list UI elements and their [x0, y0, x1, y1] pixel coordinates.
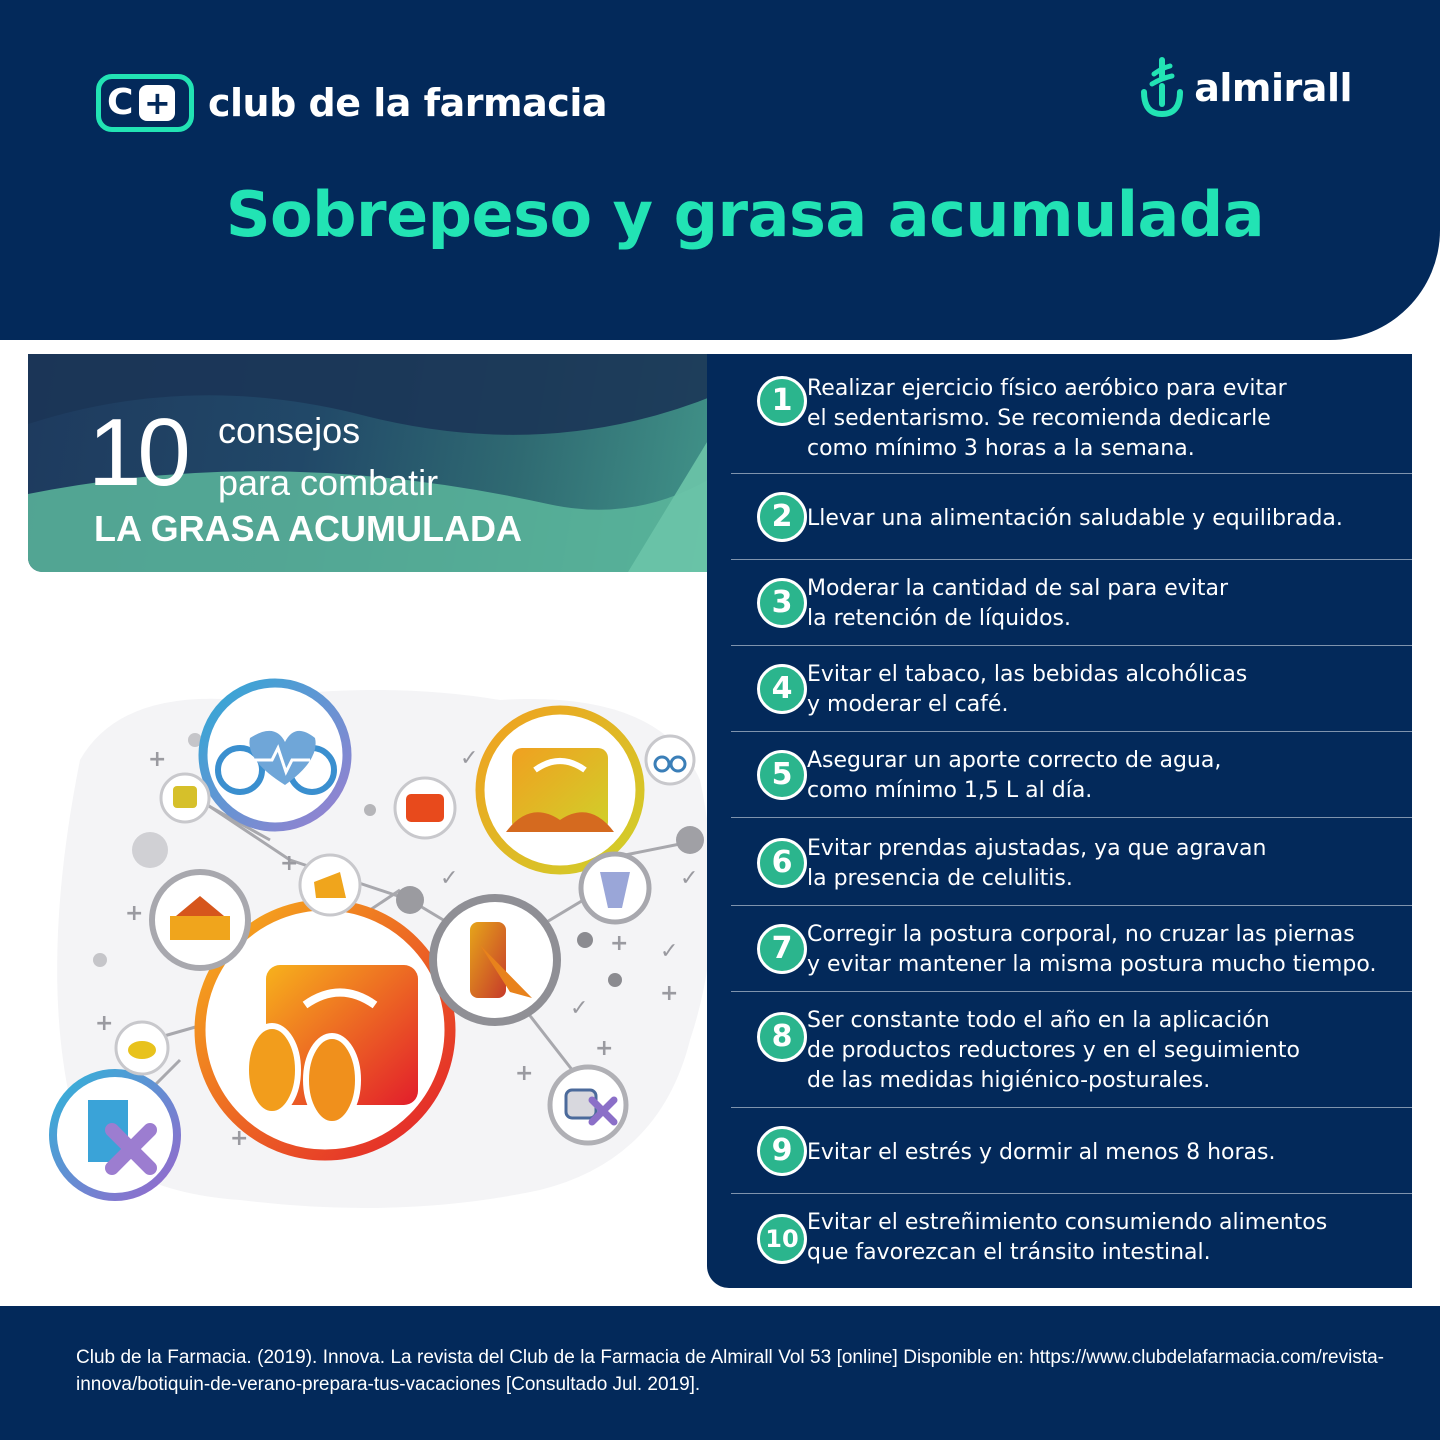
tip-line: Llevar una alimentación saludable y equilibrada. [807, 506, 1343, 531]
tip-item-5 [731, 732, 1412, 818]
svg-text:✓: ✓ [680, 866, 699, 891]
tip-text [807, 660, 1247, 720]
svg-text:+: + [660, 981, 679, 1006]
banner-line-para-combatir: para combatir [218, 462, 439, 503]
svg-text:✓: ✓ [570, 996, 589, 1021]
tips-panel [707, 354, 1412, 1288]
tip-text [807, 1138, 1275, 1168]
club-badge-icon [96, 74, 194, 132]
bicycle-heart-icon [203, 683, 347, 827]
tip-number-badge: 4 [757, 664, 807, 714]
tip-line: y evitar mantener la misma postura mucho tiempo. [807, 952, 1377, 977]
tip-line: y moderar el café. [807, 692, 1009, 717]
svg-text:✓: ✓ [440, 866, 459, 891]
club-de-la-farmacia-logo[interactable] [96, 74, 607, 132]
tip-item-6 [731, 818, 1412, 906]
banner-number: 10 [88, 399, 187, 506]
tip-line: Realizar ejercicio físico aeróbico para evitar [807, 376, 1287, 401]
tip-line: Evitar el estreñimiento consumiendo alimentos [807, 1210, 1328, 1235]
tip-text [807, 920, 1376, 980]
drink-icon [581, 854, 649, 922]
tip-number-badge: 1 [757, 376, 807, 426]
small-shoe-icon [300, 855, 360, 915]
tip-line: Evitar el tabaco, las bebidas alcohólicas [807, 662, 1248, 687]
tip-item-7 [731, 906, 1412, 992]
footer-citation: Club de la Farmacia. (2019). Innova. La revista del Club de la Farmacia de Almirall Vol 53 [online] Disponible en: https://www.clubdelafarmacia.com/revista-innova/botiquin-de-verano-prepara-tus-vacaciones [Consultado Jul. 2019]. [76, 1347, 1384, 1395]
tip-number-badge: 2 [757, 492, 807, 542]
club-badge-plus: + [139, 85, 175, 121]
tip-number-badge: 6 [757, 838, 807, 888]
tip-number-badge: 8 [757, 1012, 807, 1062]
footer [0, 1306, 1440, 1440]
tip-text [807, 1208, 1327, 1268]
tip-item-1 [731, 354, 1412, 474]
bed-icon [152, 872, 248, 968]
tip-item-10 [731, 1194, 1412, 1288]
fries-no-icon [53, 1073, 177, 1197]
tip-line: la presencia de celulitis. [807, 866, 1073, 891]
svg-text:+: + [230, 1126, 249, 1151]
small-scale-icon [161, 774, 209, 822]
svg-text:+: + [280, 851, 299, 876]
svg-text:+: + [610, 931, 629, 956]
tip-text [807, 374, 1287, 464]
tip-item-9 [731, 1108, 1412, 1194]
bread-no-icon [550, 1067, 626, 1143]
header [0, 0, 1440, 340]
tip-number-badge: 10 [757, 1214, 807, 1264]
tip-line: Evitar prendas ajustadas, ya que agravan [807, 836, 1267, 861]
almirall-name: almirall [1194, 66, 1352, 110]
tips-banner [28, 354, 718, 572]
svg-text:✓: ✓ [660, 939, 679, 964]
almirall-mark-icon [1136, 56, 1188, 120]
almirall-logo[interactable] [1136, 56, 1352, 120]
tip-item-4 [731, 646, 1412, 732]
healthy-habits-illustration [40, 660, 720, 1220]
tip-text [807, 834, 1266, 894]
tip-line: la retención de líquidos. [807, 606, 1072, 631]
tip-item-3 [731, 560, 1412, 646]
tip-line: Moderar la cantidad de sal para evitar [807, 576, 1229, 601]
tip-line: Asegurar un aporte correcto de agua, [807, 748, 1222, 773]
tip-line: Evitar el estrés y dormir al menos 8 horas. [807, 1140, 1276, 1165]
tip-line: que favorezcan el tránsito intestinal. [807, 1240, 1211, 1265]
tip-line: el sedentarismo. Se recomienda dedicarle [807, 406, 1271, 431]
page-title: Sobrepeso y grasa acumulada [225, 178, 1265, 251]
tip-item-8 [731, 992, 1412, 1108]
tip-line: Corregir la postura corporal, no cruzar las piernas [807, 922, 1355, 947]
tip-item-2 [731, 474, 1412, 560]
club-badge-letter: C [107, 82, 134, 123]
svg-text:✓: ✓ [460, 746, 479, 771]
tip-line: como mínimo 3 horas a la semana. [807, 436, 1195, 461]
scale-food-icon [480, 710, 640, 870]
tip-number-badge: 5 [757, 750, 807, 800]
bottle-carrot-icon [433, 898, 557, 1022]
tip-text [807, 746, 1221, 806]
tip-text [807, 1006, 1300, 1096]
tip-line: de productos reductores y en el seguimiento [807, 1038, 1301, 1063]
svg-text:+: + [148, 747, 167, 772]
tip-line: de las medidas higiénico-posturales. [807, 1068, 1211, 1093]
tip-number-badge: 3 [757, 578, 807, 628]
tip-line: como mínimo 1,5 L al día. [807, 778, 1093, 803]
tip-number-badge: 7 [757, 924, 807, 974]
banner-line-consejos: consejos [218, 410, 361, 451]
first-aid-icon [395, 778, 455, 838]
small-bike-icon [646, 736, 694, 784]
tip-line: Ser constante todo el año en la aplicación [807, 1008, 1270, 1033]
tip-text [807, 504, 1343, 534]
svg-text:+: + [595, 1036, 614, 1061]
small-bee-icon [116, 1022, 168, 1074]
tip-text [807, 574, 1228, 634]
svg-text:+: + [515, 1061, 534, 1086]
svg-text:+: + [125, 901, 144, 926]
club-name: club de la farmacia [208, 81, 607, 125]
tip-number-badge: 9 [757, 1126, 807, 1176]
svg-text:+: + [95, 1011, 114, 1036]
banner-line-grasa: LA GRASA ACUMULADA [94, 508, 522, 549]
